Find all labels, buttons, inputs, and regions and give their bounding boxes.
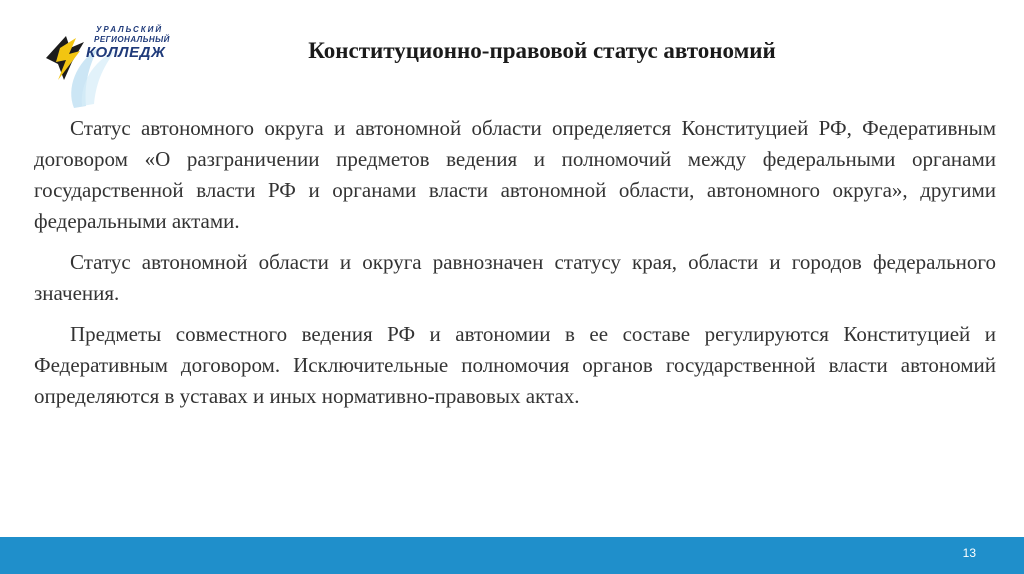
paragraph-joint-jurisdiction: Предметы совместного ведения РФ и автономии в ее составе регулируются Конституцией и Федеративным договором. Исключительные полномочия органов государственной власти автономий определяются в уставах и иных нормативно-правовых актах. (34, 322, 996, 408)
logo-text-line2: РЕГИОНАЛЬНЫЙ (94, 35, 170, 44)
footer-bar (0, 537, 1024, 574)
college-logo (36, 18, 170, 113)
slide-body (34, 113, 996, 422)
page-number: 13 (962, 546, 976, 560)
paragraph-status-equivalence: Статус автономной области и округа равнозначен статусу края, области и городов федерального значения. (34, 250, 996, 305)
slide-title: Конституционно-правовой статус автономий (308, 38, 776, 63)
paragraph-status-definition: Статус автономного округа и автономной области определяется Конституцией РФ, Федеративным договором «О разграничении предметов ведения и полномочий между федеральными органами государственной власти РФ и органами власти автономной области, автономного округа», другими федеральными актами. (34, 116, 996, 233)
logo-text-line3: КОЛЛЕДЖ (86, 44, 166, 61)
logo-text-line1: УРАЛЬСКИЙ (96, 25, 164, 34)
